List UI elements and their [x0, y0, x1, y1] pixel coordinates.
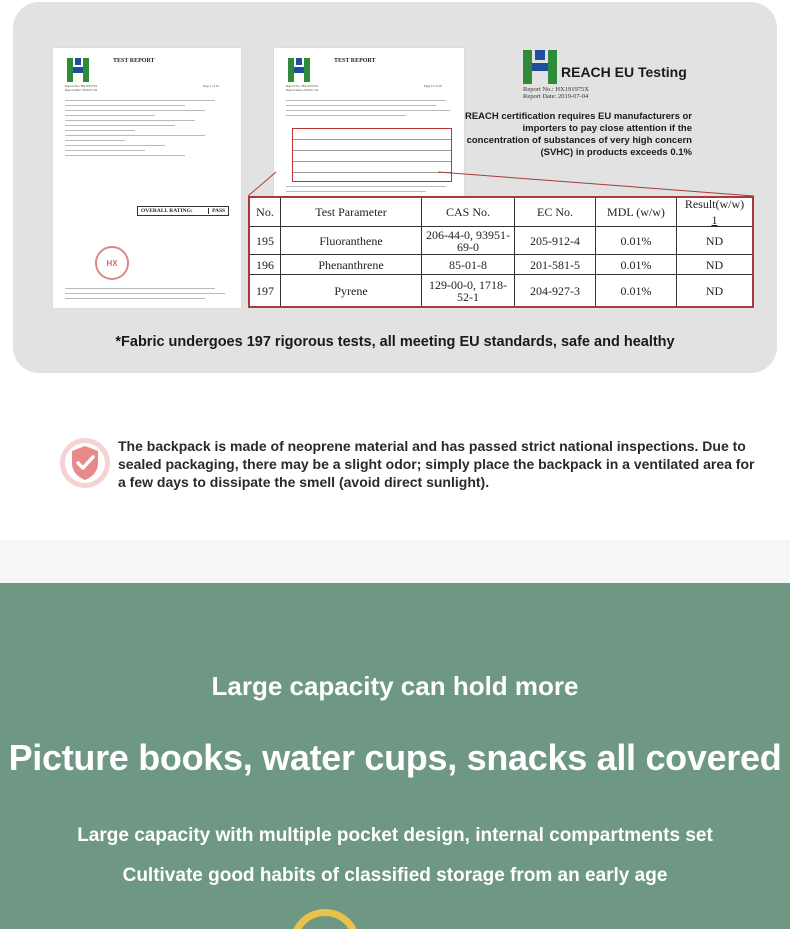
cell-no: 197 [249, 275, 281, 307]
cell-ec: 204-927-3 [515, 275, 596, 307]
table-row [249, 275, 753, 307]
doc1-title: TEST REPORT [113, 58, 155, 64]
cell-no: 195 [249, 227, 281, 255]
reach-logo-icon [523, 50, 557, 84]
cell-ec: 201-581-5 [515, 255, 596, 275]
header-cas: CAS No. [422, 197, 515, 227]
doc2-meta: Report No.: HX191975X Report Date: 2019-07-04 [286, 84, 319, 93]
header-param: Test Parameter [281, 197, 422, 227]
doc1-page: Page 1 of 19 [203, 84, 220, 88]
test-report-page-15 [274, 48, 464, 200]
doc2-title: TEST REPORT [334, 58, 376, 64]
cell-result: ND [677, 275, 754, 307]
doc2-text-lines [286, 100, 452, 120]
backpack-handle-image [290, 909, 360, 929]
table-row [249, 255, 753, 275]
cell-cas: 129-00-0, 1718-52-1 [422, 275, 515, 307]
header-result-label: Result(w/w) [684, 197, 745, 212]
header-mdl: MDL (w/w) [596, 197, 677, 227]
capacity-description-1: Large capacity with multiple pocket design, internal compartments set [77, 825, 713, 846]
mini-results-table [292, 128, 452, 182]
certificate-caption: *Fabric undergoes 197 rigorous tests, all meeting EU standards, safe and healthy [115, 334, 675, 350]
capacity-subtitle: Large capacity can hold more [211, 671, 579, 701]
cell-ec: 205-912-4 [515, 227, 596, 255]
hx-logo-icon [288, 58, 310, 82]
overall-rating [137, 206, 229, 216]
separator-band [0, 540, 790, 583]
cell-cas: 206-44-0, 93951-69-0 [422, 227, 515, 255]
cell-cas: 85-01-8 [422, 255, 515, 275]
seal-text: HX [106, 258, 118, 268]
test-report-page-1 [53, 48, 241, 308]
header-no: No. [249, 197, 281, 227]
svhc-results-table [248, 196, 754, 308]
doc1-footer-lines [65, 288, 225, 303]
overall-rating-label: OVERALL RATING: [141, 208, 193, 214]
certificate-panel [13, 2, 777, 373]
doc2-footer-lines [286, 186, 452, 196]
capacity-section [0, 583, 790, 929]
cell-mdl: 0.01% [596, 255, 677, 275]
cell-param: Fluoranthene [281, 227, 422, 255]
capacity-headline: Picture books, water cups, snacks all covered [8, 737, 782, 778]
table-header-row [249, 197, 753, 227]
reach-description: REACH certification requires EU manufacturers or importers to pay close attention if the concentration of substances of very high concern (SVHC) in products exceeds 0.1% [464, 111, 692, 158]
cell-param: Pyrene [281, 275, 422, 307]
odor-notice-text: The backpack is made of neoprene material and has passed strict national inspections. Due to sealed packaging, there may be a slight odor; simply place the backpack in a ventilated area for a few days to dissipate the smell (avoid direct sunlight). [118, 438, 755, 490]
cell-result: ND [677, 227, 754, 255]
table-row [249, 227, 753, 255]
shield-check-icon [58, 436, 112, 490]
reach-title: REACH EU Testing [561, 64, 687, 80]
doc1-text-lines [65, 100, 225, 160]
reach-report-date: Report Date: 2019-07-04 [523, 93, 589, 100]
header-result [677, 197, 754, 227]
header-result-index: 1 [711, 213, 718, 228]
reach-report-meta [523, 86, 589, 100]
cell-result: ND [677, 255, 754, 275]
reach-report-no: Report No.: HX191975X [523, 86, 589, 93]
doc1-meta: Report No.: HX191975X Report Date: 2019-07-04 [65, 84, 98, 93]
overall-rating-result: PASS [208, 208, 225, 214]
cell-mdl: 0.01% [596, 227, 677, 255]
cell-param: Phenanthrene [281, 255, 422, 275]
capacity-description-2: Cultivate good habits of classified storage from an early age [122, 865, 668, 886]
cell-no: 196 [249, 255, 281, 275]
hx-logo-icon [67, 58, 89, 82]
cell-mdl: 0.01% [596, 275, 677, 307]
doc2-page: Page 15 of 19 [424, 84, 442, 88]
official-seal-stamp [95, 246, 129, 280]
header-ec: EC No. [515, 197, 596, 227]
